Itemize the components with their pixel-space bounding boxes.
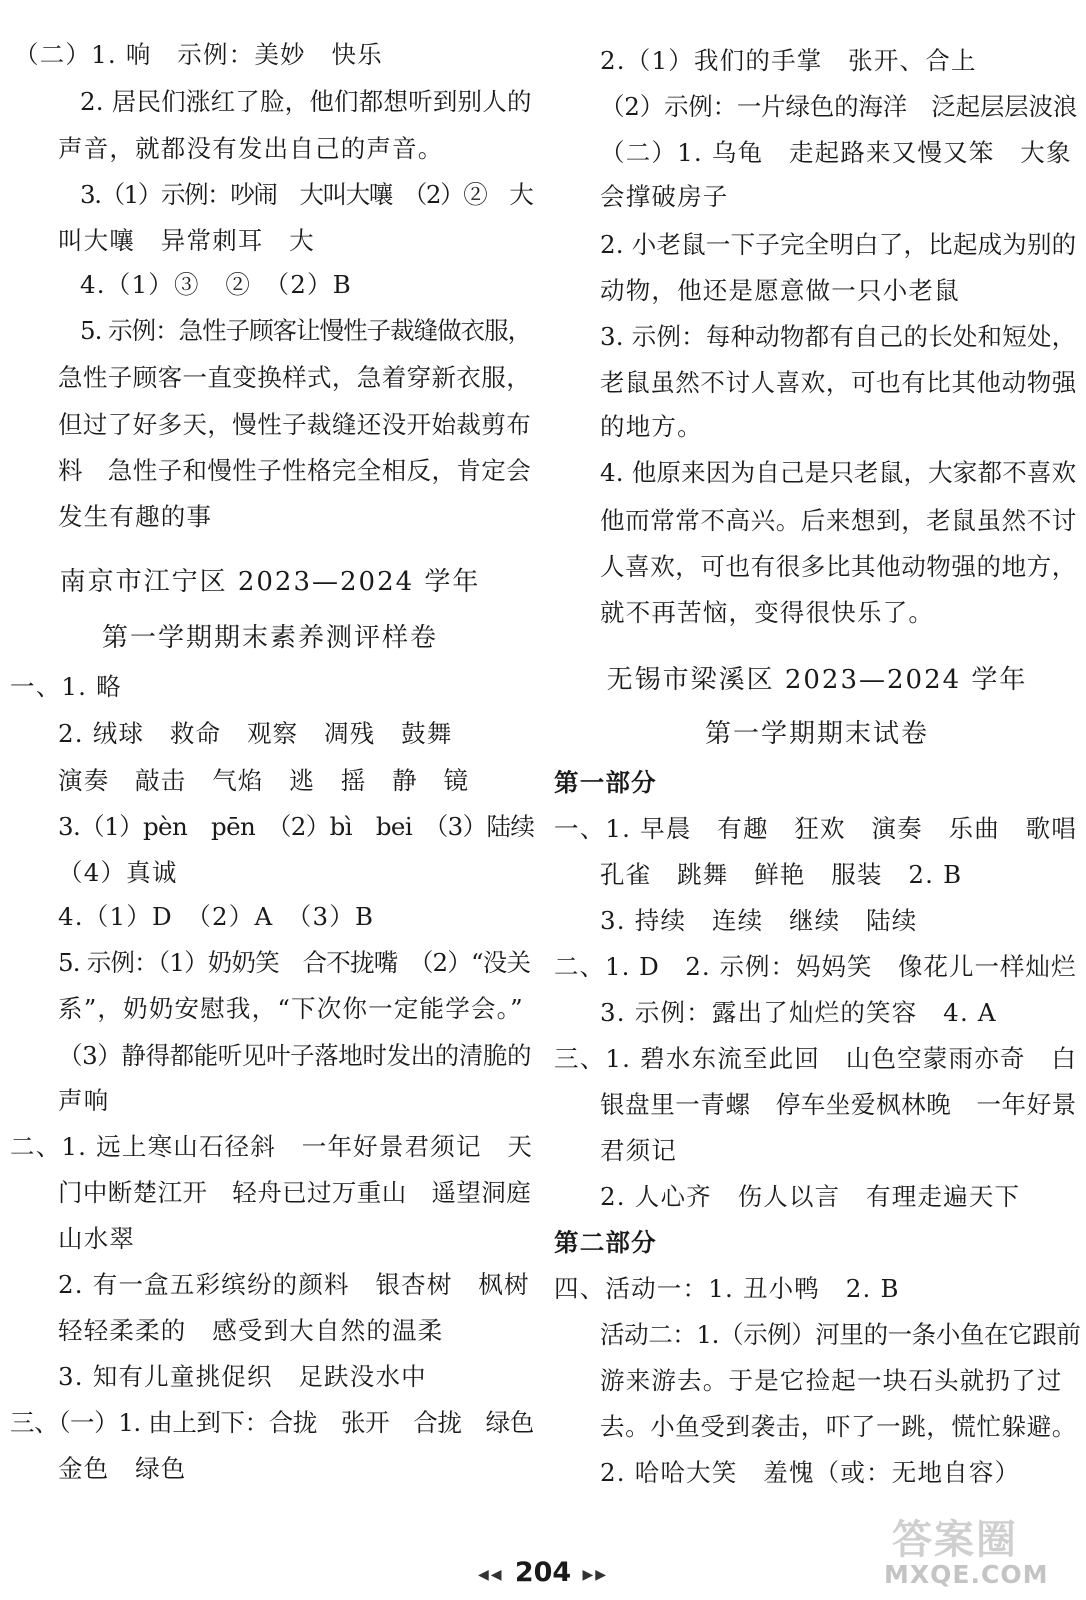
answer-line: 2. 有一盒五彩缤纷的颜料 银杏树 枫树 — [58, 1270, 530, 1299]
watermark-top-text: 答案圈 — [892, 1517, 1018, 1563]
answer-line: 动物，他还是愿意做一只小老鼠 — [600, 276, 960, 305]
answer-line: 2. 居民们涨红了脸，他们都想听到别人的 — [80, 87, 532, 116]
section-line: 二、1. D 2. 示例：妈妈笑 像花儿一样灿烂 — [554, 952, 1077, 981]
answer-line: 5. 示例：急性子顾客让慢性子裁缝做衣服， — [80, 316, 532, 345]
answer-line: 2. 人心齐 伤人以言 有理走遍天下 — [600, 1182, 1021, 1211]
answer-line: 4. 他原来因为自己是只老鼠，大家都不喜欢 — [600, 458, 1077, 487]
answer-line: 老鼠虽然不讨人喜欢，可也有比其他动物强 — [600, 368, 1077, 397]
page-number: 204 — [514, 1557, 572, 1588]
answer-line: 他而常常不高兴。后来想到，老鼠虽然不讨 — [600, 506, 1077, 535]
answer-line: 3. 知有儿童挑促织 足趺没水中 — [58, 1362, 427, 1391]
answer-line: 2. 哈哈大笑 羞愧（或：无地自容） — [600, 1458, 1021, 1487]
answer-line: 的地方。 — [600, 412, 703, 441]
watermark-logo — [880, 1508, 1080, 1596]
section-line: 四、活动一：1. 丑小鸭 2. B — [554, 1274, 900, 1303]
answer-line: 3. 持续 连续 继续 陆续 — [600, 906, 918, 935]
answer-line: 演奏 敲击 气焰 逃 摇 静 镜 — [58, 766, 470, 795]
part-heading: 第二部分 — [554, 1228, 657, 1257]
answer-line: 去。小鱼受到袭击，吓了一跳，慌忙躲避。 — [600, 1412, 1077, 1441]
answer-line: 料 急性子和慢性子性格完全相反，肯定会 — [58, 456, 532, 485]
answer-line: 会撑破房子 — [600, 182, 729, 211]
answer-line: 游来游去。于是它捡起一块石头就扔了过 — [600, 1366, 1063, 1395]
answer-line: 4.（1）③ ② （2）B — [80, 270, 352, 299]
answer-line: 人喜欢，可也有很多比其他动物强的地方， — [600, 552, 1077, 581]
answer-line: 发生有趣的事 — [58, 502, 213, 531]
answer-line: 3.（1）pèn pēn （2）bì bei （3）陆续 — [58, 812, 535, 841]
answer-line: （二）1. 响 示例：美妙 快乐 — [14, 40, 383, 69]
answer-line: 急性子顾客一直变换样式，急着穿新衣服， — [58, 363, 532, 392]
answer-line: 声响 — [58, 1086, 110, 1115]
answer-line: （二）1. 乌龟 走起路来又慢又笨 大象 — [600, 138, 1072, 167]
exam-title-region: 南京市江宁区 2023—2024 学年 — [59, 567, 481, 597]
answer-line: 4.（1）D （2）A （3）B — [58, 902, 375, 931]
watermark-url-text: MXQE.COM — [884, 1560, 1049, 1589]
answer-line: 门中断楚江开 轻舟已过万重山 遥望洞庭 — [58, 1178, 532, 1207]
answer-line: 3. 示例：每种动物都有自己的长处和短处， — [600, 322, 1077, 351]
exam-title-region: 无锡市梁溪区 2023—2024 学年 — [606, 665, 1028, 695]
answer-line: 2. 小老鼠一下子完全明白了，比起成为别的 — [600, 230, 1077, 259]
answer-line: 孔雀 跳舞 鲜艳 服装 2. B — [600, 860, 963, 889]
section-line: 二、1. 远上寒山石径斜 一年好景君须记 天 — [10, 1132, 534, 1161]
answer-line: 但过了好多天，慢性子裁缝还没开始裁剪布 — [58, 410, 532, 439]
right-arrows-icon: ▶▶ — [582, 1567, 609, 1583]
answer-line: 声音，就都没有发出自己的声音。 — [58, 134, 444, 163]
exam-title-name: 第一学期期末试卷 — [704, 719, 929, 749]
section-line: 三、（一）1. 由上到下：合拢 张开 合拢 绿色 — [10, 1408, 534, 1437]
answer-line: 君须记 — [600, 1136, 678, 1165]
answer-line: 叫大嚷 异常刺耳 大 — [58, 226, 315, 255]
answer-line: （3）静得都能听见叶子落地时发出的清脆的 — [58, 1041, 532, 1070]
section-line: 一、1. 早晨 有趣 狂欢 演奏 乐曲 歌唱 — [554, 814, 1078, 843]
answer-line: 金色 绿色 — [58, 1454, 187, 1483]
answer-line: 2.（1）我们的手掌 张开、合上 — [600, 46, 977, 75]
answer-line: 银盘里一青螺 停车坐爱枫林晚 一年好景 — [600, 1090, 1077, 1119]
answer-line: 3. 示例：露出了灿烂的笑容 4. A — [600, 998, 997, 1027]
part-heading: 第一部分 — [554, 768, 657, 797]
answer-line: 5. 示例：（1）奶奶笑 合不拢嘴 （2）“没关 — [58, 948, 531, 977]
section-line: 一、1. 略 — [10, 672, 122, 701]
answer-line: 活动二：1.（示例）河里的一条小鱼在它跟前 — [600, 1320, 1081, 1349]
answer-line: 2. 绒球 救命 观察 凋残 鼓舞 — [58, 719, 453, 748]
answer-line: （4）真诚 — [58, 858, 178, 887]
left-arrows-icon: ◀◀ — [477, 1567, 504, 1583]
answer-line: 就不再苦恼，变得很快乐了。 — [600, 598, 935, 627]
answer-line: 3.（1）示例：吵闹 大叫大嚷 （2）② 大 — [80, 180, 533, 209]
answer-line: 山水翠 — [58, 1224, 136, 1253]
answer-line: （2）示例：一片绿色的海洋 泛起层层波浪 — [600, 92, 1078, 121]
answer-line: 系”，奶奶安慰我，“下次你一定能学会。” — [58, 994, 524, 1023]
answer-line: 轻轻柔柔的 感受到大自然的温柔 — [58, 1316, 444, 1345]
section-line: 三、1. 碧水东流至此回 山色空蒙雨亦奇 白 — [554, 1044, 1078, 1073]
exam-title-name: 第一学期期末素养测评样卷 — [101, 623, 438, 653]
